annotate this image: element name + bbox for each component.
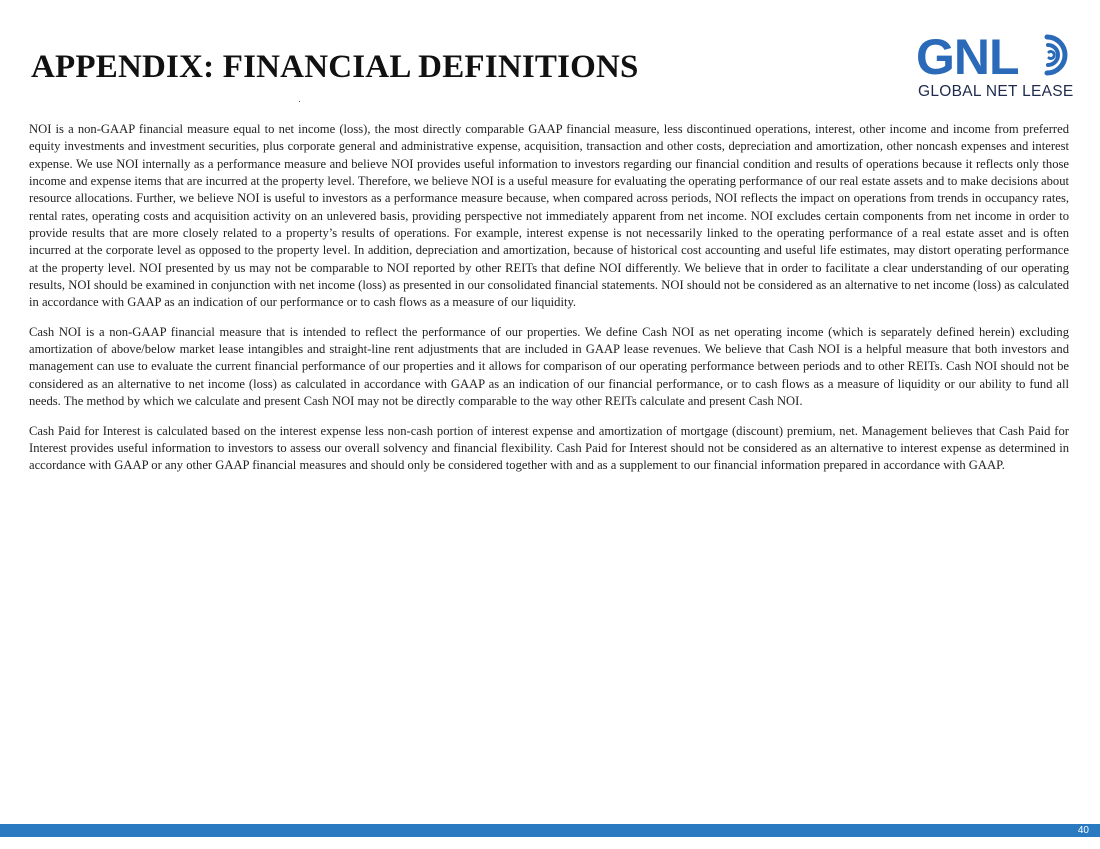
- swirl-logo-icon: [1047, 37, 1065, 73]
- cash-paid-for-interest-definition: Cash Paid for Interest is calculated based on the interest expense less non-cash portion of interest expense and amortization of mortgage (discount) premium, net. Management believes that Cash Paid for Interest provides useful information to investors to assess our overall solvency and financial flexibility. Cash Paid for Interest should not be considered as an alternative to interest expense as determined in accordance with GAAP or any other GAAP financial measures and should only be considered together with and as a supplement to our financial information prepared in accordance with GAAP.: [29, 423, 1069, 473]
- logo-wordmark: GNL: [916, 30, 1019, 80]
- page-number: 40: [1077, 825, 1089, 836]
- footer-bar: [0, 824, 1100, 837]
- gnl-logo-mark: [916, 30, 1076, 80]
- definitions-body: [29, 121, 1069, 487]
- cash-noi-definition: Cash NOI is a non-GAAP financial measure that is intended to reflect the performance of our properties. We define Cash NOI as net operating income (which is separately defined herein) excluding amortization of above/below market lease intangibles and straight-line rent adjustments that are included in GAAP lease revenues. We believe that Cash NOI is a helpful measure that both investors and management can use to evaluate the current financial performance of our properties and it allows for comparison of our operating performance between periods and to other REITs. Cash NOI should not be considered as an alternative to net income (loss) as calculated in accordance with GAAP as an indication of our financial performance, or to cash flows as a measure of liquidity or our ability to fund all needs. The method by which we calculate and present Cash NOI may not be directly comparable to the way other REITs calculate and present Cash NOI.: [29, 324, 1069, 409]
- noi-definition: NOI is a non-GAAP financial measure equal to net income (loss), the most directly comparable GAAP financial measure, less discontinued operations, interest, other income and income from preferred equity investments and investment securities, plus corporate general and administrative expense, acquisition, transaction and other costs, depreciation and amortization, other noncash expenses and interest expense. We use NOI internally as a performance measure and believe NOI provides useful information to investors regarding our financial condition and results of operations because it reflects only those income and expense items that are incurred at the property level. Therefore, we believe NOI is a useful measure for evaluating the operating performance of our real estate assets and to make decisions about resource allocations. Further, we believe NOI is useful to investors as a performance measure because, when compared across periods, NOI reflects the impact on operations from trends in occupancy rates, rental rates, operating costs and acquisition activity on an unlevered basis, providing perspective not immediately apparent from net income. NOI excludes certain components from net income in order to provide results that are more closely related to a property’s results of operations. For example, interest expense is not necessarily linked to the operating performance of a real estate asset and is often incurred at the corporate level as opposed to the property level. In addition, depreciation and amortization, because of historical cost accounting and useful life estimates, may distort operating performance at the property level. NOI presented by us may not be comparable to NOI reported by other REITs that define NOI differently. We believe that in order to facilitate a clear understanding of our operating results, NOI should be examined in conjunction with net income (loss) as presented in our consolidated financial statements. NOI should not be considered as an alternative to net income (loss) as calculated in accordance with GAAP as an indication of our performance or to cash flows as a measure of our liquidity.: [29, 122, 1069, 310]
- logo-tagline: GLOBAL NET LEASE: [918, 83, 1074, 100]
- page-title: APPENDIX: FINANCIAL DEFINITIONS: [31, 49, 639, 85]
- decorative-dot: [299, 101, 300, 102]
- company-logo: [916, 30, 1076, 102]
